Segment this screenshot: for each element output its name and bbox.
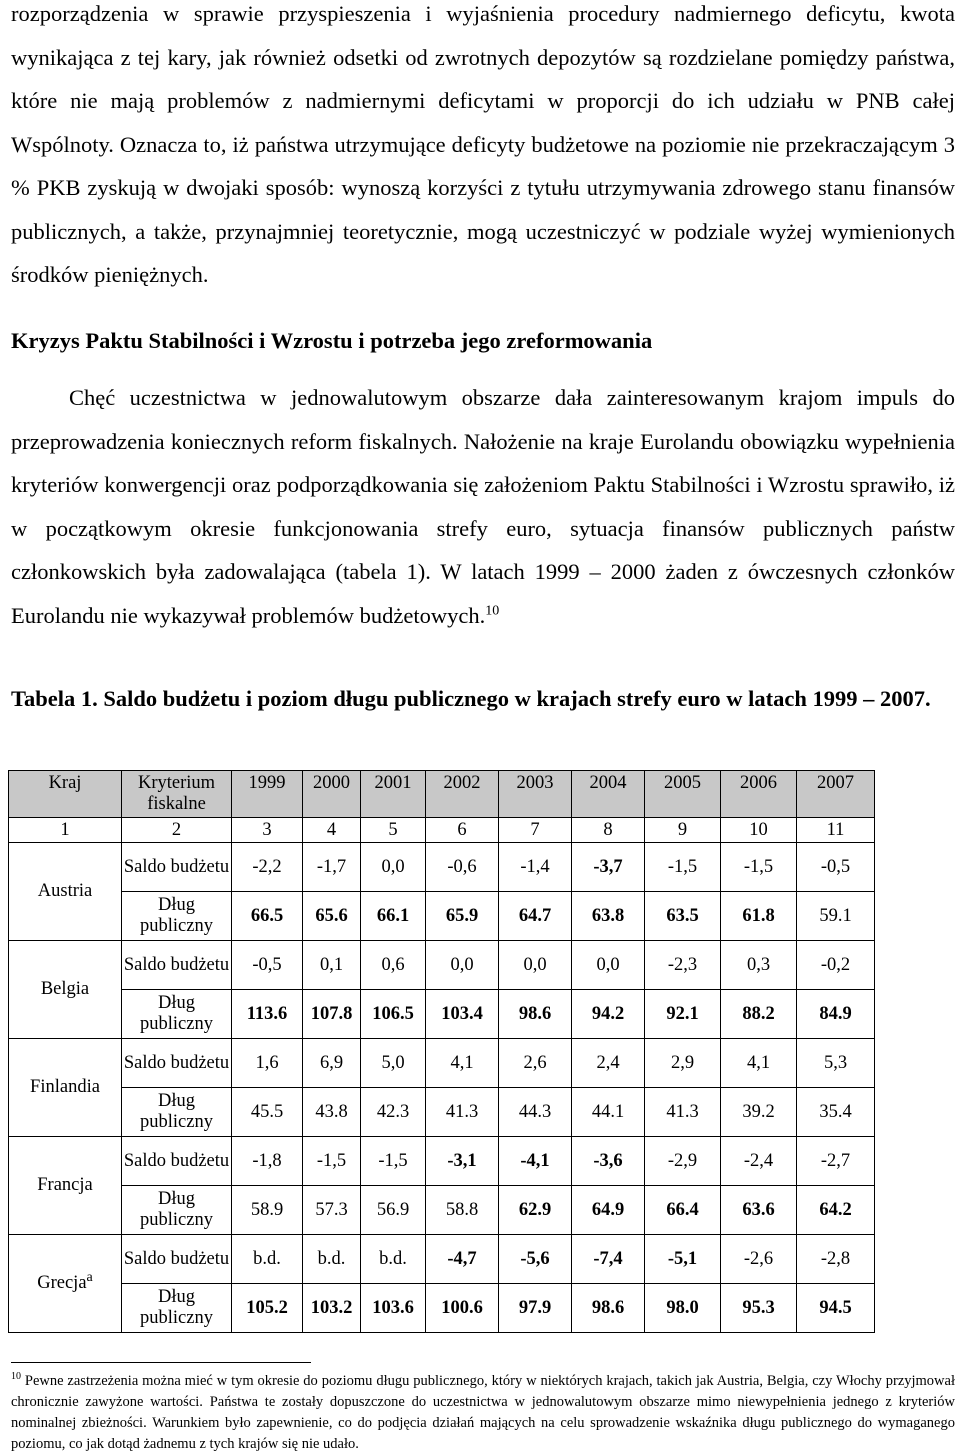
value-cell: -1,5 (721, 843, 797, 892)
value-cell: 5,3 (797, 1039, 875, 1088)
table-caption: Tabela 1. Saldo budżetu i poziom długu publicznego w krajach strefy euro w latach 1999 – 2007. (11, 686, 931, 711)
value-cell: 39.2 (721, 1088, 797, 1137)
value-cell: 64.9 (572, 1186, 645, 1235)
criterion-cell: Saldo budżetu (122, 1039, 232, 1088)
value-cell: 0,0 (499, 941, 572, 990)
value-cell: -4,1 (499, 1137, 572, 1186)
value-cell: -1,5 (645, 843, 721, 892)
value-cell: 61.8 (721, 892, 797, 941)
value-cell: 0,0 (361, 843, 426, 892)
value-cell: 58.9 (232, 1186, 303, 1235)
column-number-cell: 5 (361, 818, 426, 843)
value-cell: 42.3 (361, 1088, 426, 1137)
footnote (11, 1371, 955, 1455)
country-name: Francja (37, 1175, 93, 1195)
value-cell: 64.2 (797, 1186, 875, 1235)
value-cell: -2,8 (797, 1235, 875, 1284)
criterion-cell: Dług publiczny (122, 892, 232, 941)
header-cell: Kryterium fiskalne (122, 771, 232, 818)
column-number-cell: 6 (426, 818, 499, 843)
table-row (9, 892, 875, 941)
table-row (9, 1284, 875, 1333)
header-cell: 2001 (361, 771, 426, 818)
footnote-divider (11, 1362, 311, 1363)
country-cell (9, 1039, 122, 1137)
value-cell: 97.9 (499, 1284, 572, 1333)
value-cell: 66.5 (232, 892, 303, 941)
value-cell: 0,0 (572, 941, 645, 990)
table-row (9, 941, 875, 990)
value-cell: -2,2 (232, 843, 303, 892)
value-cell: 0,1 (303, 941, 361, 990)
table-row (9, 843, 875, 892)
value-cell: 66.1 (361, 892, 426, 941)
value-cell: 41.3 (426, 1088, 499, 1137)
value-cell: 64.7 (499, 892, 572, 941)
value-cell: 5,0 (361, 1039, 426, 1088)
value-cell: -1,7 (303, 843, 361, 892)
footnote-text: Pewne zastrzeżenia można mieć w tym okresie do poziomu długu publicznego, który w niektórych krajach, takich jak Austria, Belgia, czy Włochy przyjmował chronicznie zawyżone wartości. Państwa te zostały dopuszczone do uczestnictwa w jednowalutowym obszarze mimo niewypełnienia jednego z kryteriów nominalnej zbieżności. Warunkiem było zapewnienie, co do podjęcia działań mających na celu sprowadzenie wskaźnika długu publicznego do wymaganego poziomu, co jak dotąd żadnemu z tych krajów się nie udało. (11, 1373, 955, 1452)
value-cell: 63.5 (645, 892, 721, 941)
value-cell: 94.2 (572, 990, 645, 1039)
country-name: Belgia (40, 979, 90, 999)
country-name: Grecja (37, 1273, 87, 1293)
column-number-cell: 4 (303, 818, 361, 843)
column-number-cell: 2 (122, 818, 232, 843)
value-cell: 35.4 (797, 1088, 875, 1137)
body-paragraph-1: rozporządzenia w sprawie przyspieszenia i wyjaśnienia procedury nadmiernego deficytu, kwota wynikająca z tej kary, jak również odsetki od zwrotnych depozytów są rozdzielane pomiędzy państwa, które nie mają problemów z nadmiernymi deficytami w proporcji do ich udziału w PNB całej Wspólnoty. Oznacza to, iż państwa utrzymujące deficyty budżetowe na poziomie nie przekraczającym 3 % PKB zyskują w dwojaki sposób: wynoszą korzyści z tytułu utrzymywania zdrowego stanu finansów publicznych, a także, przynajmniej teoretycznie, mogą uczestniczyć w podziale wyżej wymienionych środków pieniężnych. (11, 1, 955, 287)
header-cell: 2002 (426, 771, 499, 818)
column-number-cell: 9 (645, 818, 721, 843)
value-cell: -5,6 (499, 1235, 572, 1284)
body-paragraph-2 (11, 376, 955, 637)
column-number-cell: 8 (572, 818, 645, 843)
value-cell: 63.8 (572, 892, 645, 941)
value-cell: 98.6 (499, 990, 572, 1039)
value-cell: 88.2 (721, 990, 797, 1039)
value-cell: 92.1 (645, 990, 721, 1039)
value-cell: 44.1 (572, 1088, 645, 1137)
value-cell: 0,6 (361, 941, 426, 990)
value-cell: -2,3 (645, 941, 721, 990)
value-cell: -3,7 (572, 843, 645, 892)
table-body (9, 818, 875, 1333)
column-number-cell: 7 (499, 818, 572, 843)
value-cell: 63.6 (721, 1186, 797, 1235)
value-cell: b.d. (232, 1235, 303, 1284)
value-cell: -0,5 (797, 843, 875, 892)
value-cell: -3,6 (572, 1137, 645, 1186)
value-cell: 45.5 (232, 1088, 303, 1137)
value-cell: 4,1 (426, 1039, 499, 1088)
criterion-cell: Saldo budżetu (122, 1235, 232, 1284)
value-cell: 0,3 (721, 941, 797, 990)
value-cell: 95.3 (721, 1284, 797, 1333)
header-cell: 2007 (797, 771, 875, 818)
value-cell: 84.9 (797, 990, 875, 1039)
country-cell (9, 843, 122, 941)
value-cell: 94.5 (797, 1284, 875, 1333)
table-row (9, 1235, 875, 1284)
value-cell: -1,8 (232, 1137, 303, 1186)
value-cell: 2,4 (572, 1039, 645, 1088)
value-cell: 58.8 (426, 1186, 499, 1235)
table-row (9, 1088, 875, 1137)
value-cell: 106.5 (361, 990, 426, 1039)
column-number-row (9, 818, 875, 843)
value-cell: -0,5 (232, 941, 303, 990)
value-cell: -1,4 (499, 843, 572, 892)
column-number-cell: 11 (797, 818, 875, 843)
value-cell: 107.8 (303, 990, 361, 1039)
value-cell: 100.6 (426, 1284, 499, 1333)
value-cell: -2,4 (721, 1137, 797, 1186)
value-cell: 57.3 (303, 1186, 361, 1235)
criterion-cell: Saldo budżetu (122, 941, 232, 990)
header-cell: 2005 (645, 771, 721, 818)
value-cell: -2,6 (721, 1235, 797, 1284)
table-row (9, 990, 875, 1039)
header-cell: 1999 (232, 771, 303, 818)
value-cell: 98.0 (645, 1284, 721, 1333)
table-row (9, 1186, 875, 1235)
value-cell: 66.4 (645, 1186, 721, 1235)
value-cell: -7,4 (572, 1235, 645, 1284)
value-cell: 103.4 (426, 990, 499, 1039)
criterion-cell: Saldo budżetu (122, 1137, 232, 1186)
value-cell: 0,0 (426, 941, 499, 990)
table-header-row (9, 771, 875, 818)
value-cell: 6,9 (303, 1039, 361, 1088)
value-cell: -4,7 (426, 1235, 499, 1284)
header-cell: 2004 (572, 771, 645, 818)
value-cell: b.d. (303, 1235, 361, 1284)
value-cell: -0,6 (426, 843, 499, 892)
header-cell: 2003 (499, 771, 572, 818)
header-cell: Kraj (9, 771, 122, 818)
value-cell: -1,5 (361, 1137, 426, 1186)
value-cell: 59.1 (797, 892, 875, 941)
criterion-cell: Dług publiczny (122, 1186, 232, 1235)
value-cell: -5,1 (645, 1235, 721, 1284)
value-cell: 65.9 (426, 892, 499, 941)
value-cell: 103.6 (361, 1284, 426, 1333)
column-number-cell: 1 (9, 818, 122, 843)
criterion-cell: Saldo budżetu (122, 843, 232, 892)
value-cell: 113.6 (232, 990, 303, 1039)
criterion-cell: Dług publiczny (122, 1088, 232, 1137)
fiscal-data-table (8, 770, 875, 1333)
value-cell: 103.2 (303, 1284, 361, 1333)
paragraph-2-text: Chęć uczestnictwa w jednowalutowym obszarze dała zainteresowanym krajom impuls do przeprowadzenia koniecznych reform fiskalnych. Nałożenie na kraje Eurolandu obowiązku wypełnienia kryteriów konwergencji oraz podporządkowania się założeniom Paktu Stabilności i Wzrostu sprawiło, iż w początkowym okresie funkcjonowania strefy euro, sytuacja finansów publicznych państw członkowskich była zadowalająca (tabela 1). W latach 1999 – 2000 żaden z ówczesnych członków Eurolandu nie wykazywał problemów budżetowych. (11, 385, 955, 628)
value-cell: -2,9 (645, 1137, 721, 1186)
value-cell: 2,9 (645, 1039, 721, 1088)
country-note-marker: a (86, 1269, 93, 1285)
table-row (9, 1039, 875, 1088)
footnote-number: 10 (11, 1371, 21, 1383)
section-heading: Kryzys Paktu Stabilności i Wzrostu i potrzeba jego zreformowania (11, 328, 653, 353)
header-cell: 2000 (303, 771, 361, 818)
value-cell: 41.3 (645, 1088, 721, 1137)
criterion-cell: Dług publiczny (122, 990, 232, 1039)
value-cell: 98.6 (572, 1284, 645, 1333)
value-cell: 4,1 (721, 1039, 797, 1088)
value-cell: -1,5 (303, 1137, 361, 1186)
criterion-cell: Dług publiczny (122, 1284, 232, 1333)
value-cell: -0,2 (797, 941, 875, 990)
value-cell: 62.9 (499, 1186, 572, 1235)
value-cell: 2,6 (499, 1039, 572, 1088)
value-cell: 65.6 (303, 892, 361, 941)
table-row (9, 1137, 875, 1186)
footnote-reference[interactable]: 10 (485, 603, 500, 618)
value-cell: 56.9 (361, 1186, 426, 1235)
country-name: Austria (37, 881, 93, 901)
country-cell (9, 941, 122, 1039)
value-cell: 105.2 (232, 1284, 303, 1333)
country-cell (9, 1235, 122, 1333)
country-cell (9, 1137, 122, 1235)
column-number-cell: 3 (232, 818, 303, 843)
header-cell: 2006 (721, 771, 797, 818)
value-cell: 1,6 (232, 1039, 303, 1088)
value-cell: -3,1 (426, 1137, 499, 1186)
country-name: Finlandia (30, 1077, 100, 1097)
value-cell: b.d. (361, 1235, 426, 1284)
value-cell: 43.8 (303, 1088, 361, 1137)
value-cell: -2,7 (797, 1137, 875, 1186)
value-cell: 44.3 (499, 1088, 572, 1137)
column-number-cell: 10 (721, 818, 797, 843)
